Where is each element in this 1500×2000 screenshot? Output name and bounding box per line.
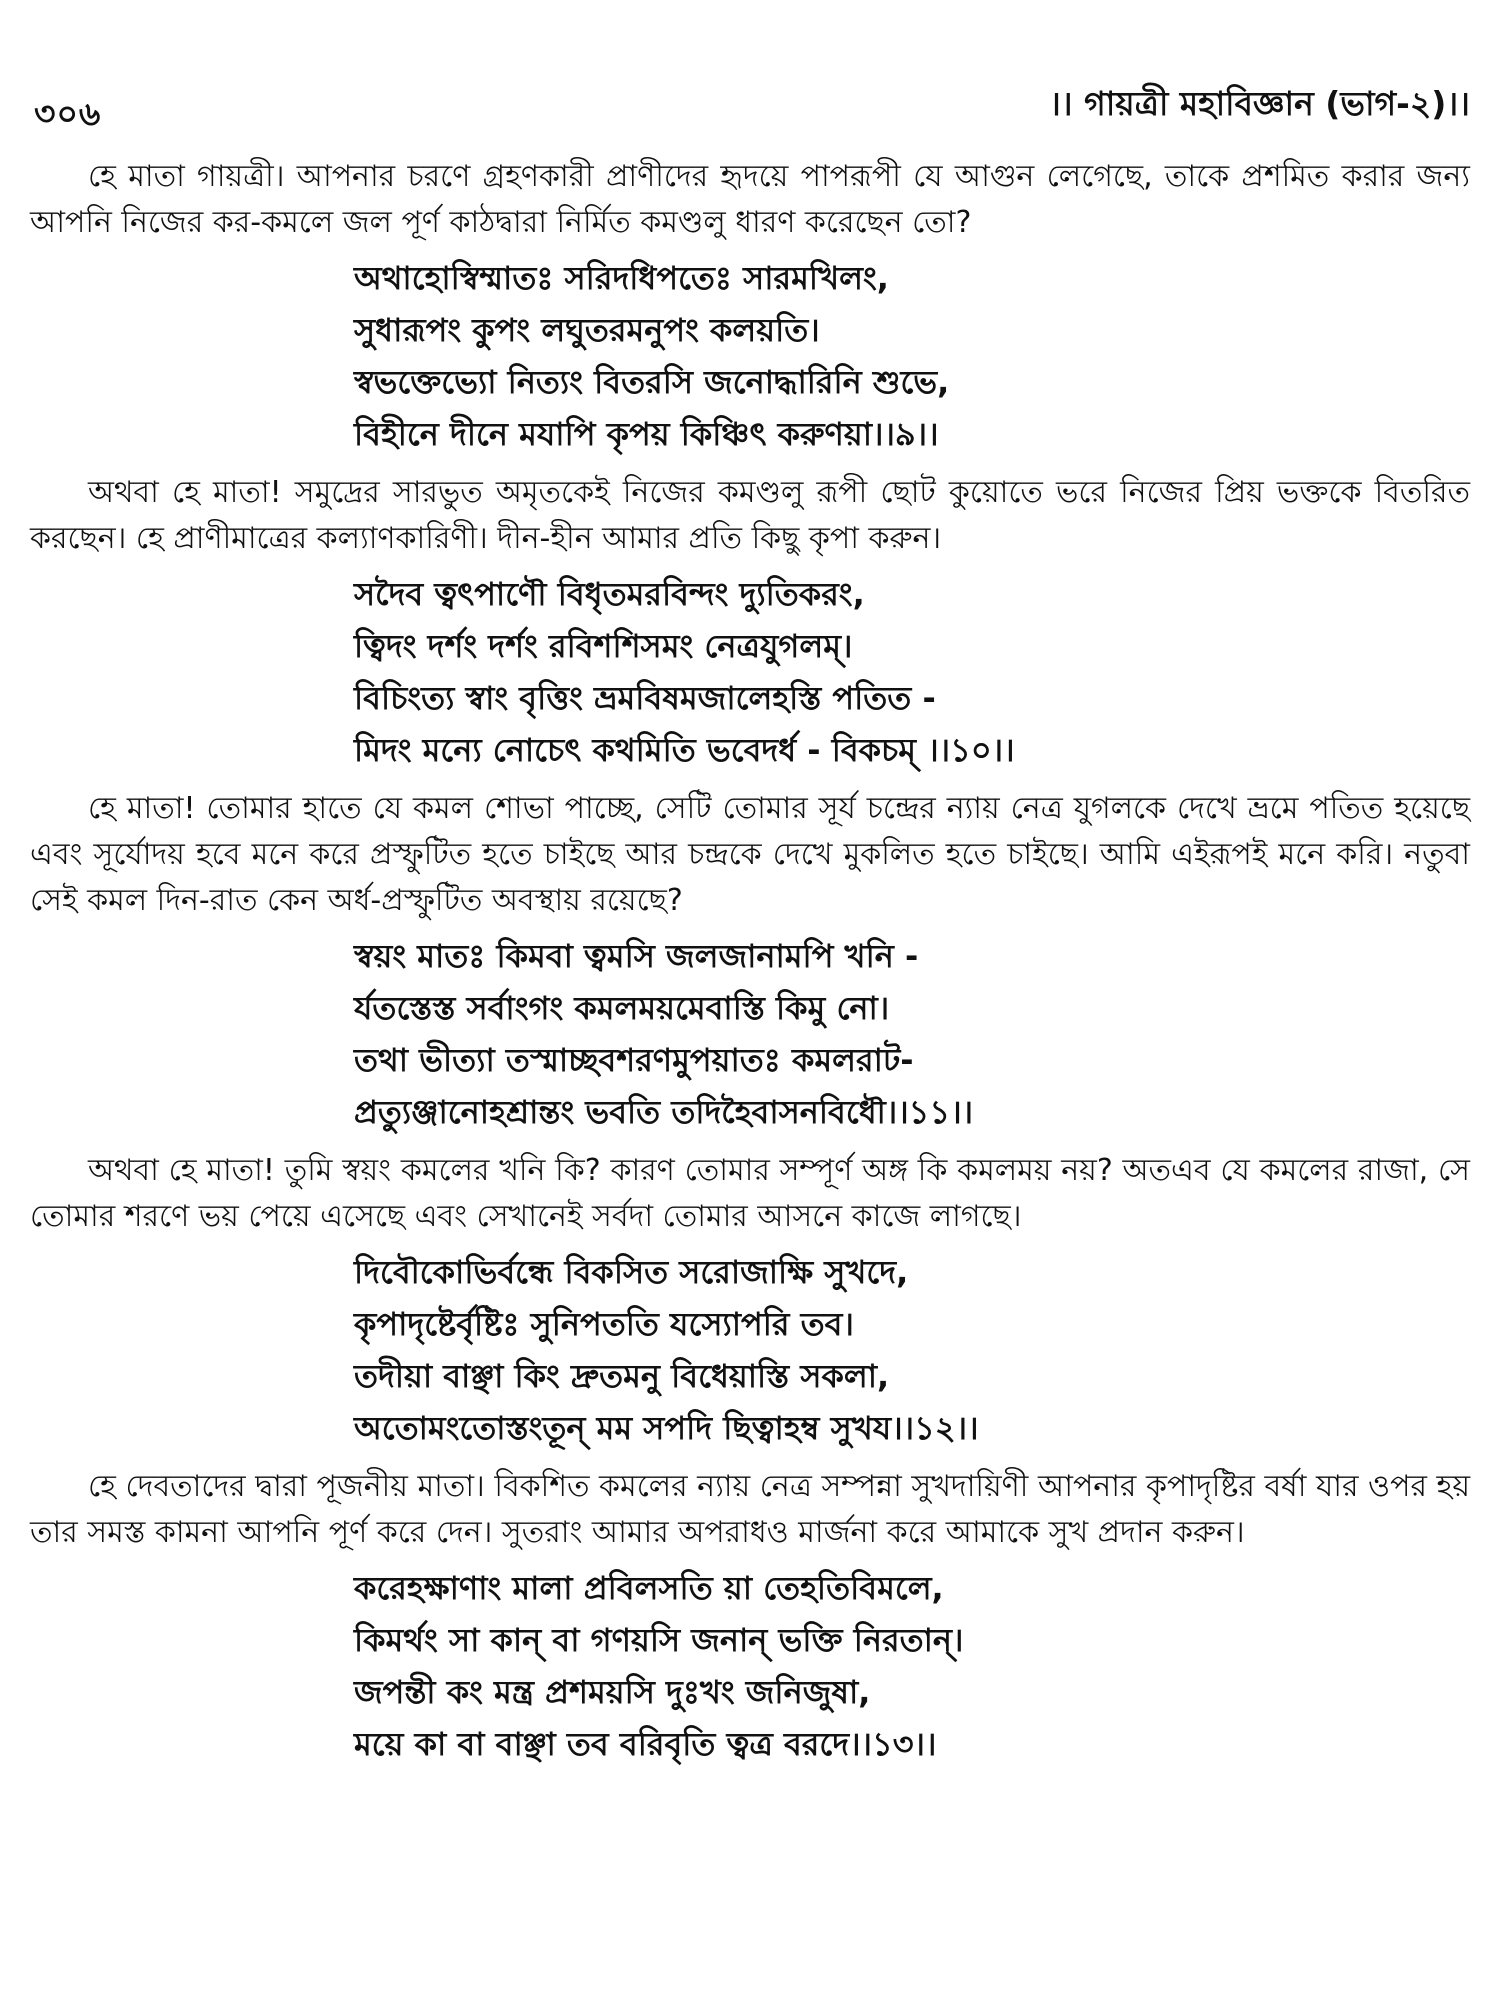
verse-line: বিহীনে দীনে মযাপি কৃপয় কিঞ্চিৎ করুণয়া।।৯।। xyxy=(354,415,939,453)
verse-line: বিচিংত্য স্বাং বৃত্তিং ভ্রমবিষমজালেহস্তি পতিত - xyxy=(354,679,936,717)
paragraph: অথবা হে মাতা! তুমি স্বয়ং কমলের খনি কি? কারণ তোমার সম্পূর্ণ অঙ্গ কি কমলময় নয়? অতএব যে কমলের রাজা, সে তোমার শরণে ভয় পেয়ে এসেছে এবং সেখানেই সর্বদা তোমার আসনে কাজে লাগছে। xyxy=(30,1153,1470,1234)
paragraph: হে দেবতাদের দ্বারা পূজনীয় মাতা। বিকশিত কমলের ন্যায় নেত্র সম্পন্না সুখদায়িণী আপনার কৃপাদৃষ্টির বর্ষা যার ওপর হয় তার সমস্ত কামনা আপনি পূর্ণ করে দেন। সুতরাং আমার অপরাধও মার্জনা করে আমাকে সুখ প্রদান করুন। xyxy=(30,1469,1470,1550)
verse-line: অতোমংতোস্তংতূন্ মম সপদি ছিত্বাহম্ব সুখয।।১২।। xyxy=(354,1409,979,1447)
verse-line: জপন্তী কং মন্ত্র প্রশময়সি দুঃখং জনিজুষা, xyxy=(354,1673,871,1711)
paragraph: অথবা হে মাতা! সমুদ্রের সারভুত অমৃতকেই নিজের কমণ্ডলু রূপী ছোট কুয়োতে ভরে নিজের প্রিয় ভক্তকে বিতরিত করছেন। হে প্রাণীমাত্রের কল্যাণকারিণী। দীন-হীন আমার প্রতি কিছু কৃপা করুন। xyxy=(30,475,1470,556)
page-number: ৩০৬ xyxy=(34,94,102,133)
verse-line: স্বয়ং মাতঃ কিমবা ত্বমসি জলজানামপি খনি - xyxy=(354,937,919,975)
verse-block xyxy=(354,568,1470,776)
verse-line: কৃপাদৃষ্টের্বৃষ্টিঃ সুনিপততি যস্যোপরি তব। xyxy=(354,1305,854,1343)
verse-block xyxy=(354,1562,1470,1770)
verse-line: ময়ে কা বা বাঞ্ছা তব বরিবৃতি ত্বত্র বরদে।।১৩।। xyxy=(354,1725,937,1763)
paragraph: হে মাতা গায়ত্রী। আপনার চরণে গ্রহণকারী প্রাণীদের হৃদয়ে পাপরূপী যে আগুন লেগেছে, তাকে প্রশমিত করার জন্য আপনি নিজের কর-কমলে জল পূর্ণ কাঠদ্বারা নির্মিত কমণ্ডলু ধারণ করেছেন তো? xyxy=(30,159,1470,240)
paragraph: হে মাতা! তোমার হাতে যে কমল শোভা পাচ্ছে, সেটি তোমার সূর্য চন্দ্রের ন্যায় নেত্র যুগলকে দেখে ভ্রমে পতিত হয়েছে এবং সূর্যোদয় হবে মনে করে প্রস্ফুটিত হতে চাইছে আর চন্দ্রকে দেখে মুকলিত হতে চাইছে। আমি এইরূপই মনে করি। নতুবা সেই কমল দিন-রাত কেন অর্ধ-প্রস্ফুটিত অবস্থায় রয়েছে? xyxy=(30,791,1470,918)
verse-line: র্যতস্তেস্ত সর্বাংগং কমলময়মেবাস্তি কিমু নো। xyxy=(354,989,890,1027)
verse-block xyxy=(354,930,1470,1138)
running-title: ।। গায়ত্রী মহাবিজ্ঞান (ভাগ-২)।। xyxy=(1049,84,1470,123)
verse-block xyxy=(354,252,1470,460)
verse-line: স্বভক্তেভ্যো নিত্যং বিতরসি জনোদ্ধারিনি শুভে, xyxy=(354,363,950,401)
verse-line: মিদং মন্যে নোচেৎ কথমিতি ভবেদর্ধ - বিকচম্ ।।১০।। xyxy=(354,731,1015,769)
verse-line: তদীয়া বাঞ্ছা কিং দ্রুতমনু বিধেয়াস্তি সকলা, xyxy=(354,1357,890,1395)
verse-line: কিমর্থং সা কান্ বা গণয়সি জনান্ ভক্তি নিরতান্। xyxy=(354,1621,964,1659)
verse-line: তথা ভীত্যা তস্মাচ্ছবশরণমুপয়াতঃ কমলরাট- xyxy=(354,1041,914,1079)
verse-line: দিবৌকোভির্বন্ধে বিকসিত সরোজাক্ষি সুখদে, xyxy=(354,1253,909,1291)
verse-line: প্রত্যুঞ্জানোহশ্রান্তং ভবতি তদিহৈবাসনবিধৌ।।১১।। xyxy=(354,1093,974,1131)
verse-line: সদৈব ত্বৎপাণৌ বিধৃতমরবিন্দং দ্যুতিকরং, xyxy=(354,575,865,613)
page-body xyxy=(30,154,1470,1780)
verse-line: সুধারূপং কুপং লঘুতরমনুপং কলয়তি। xyxy=(354,311,820,349)
verse-line: ত্বিদং দর্শং দর্শং রবিশশিসমং নেত্রযুগলম্। xyxy=(354,627,853,665)
verse-line: করেহক্ষাণাং মালা প্রবিলসতি য়া তেহতিবিমলে, xyxy=(354,1569,944,1607)
verse-line: অথাহোস্বিম্মাতঃ সরিদধিপতেঃ সারমখিলং, xyxy=(354,259,889,297)
verse-block xyxy=(354,1246,1470,1454)
